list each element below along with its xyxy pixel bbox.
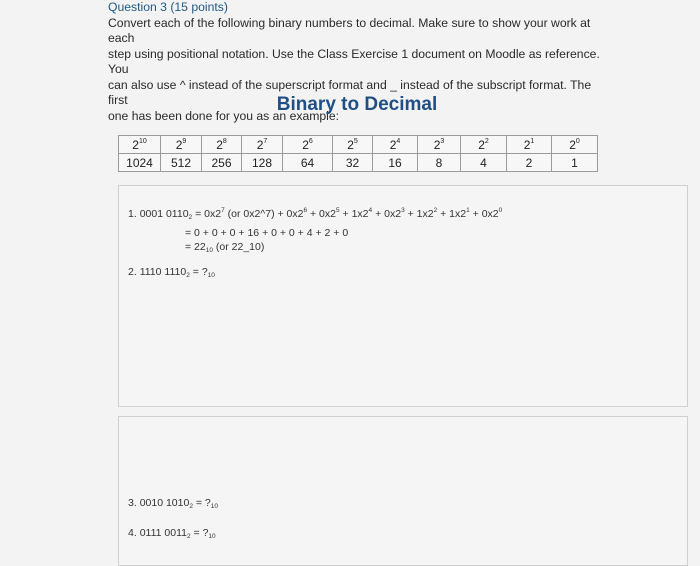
table-cell-value: 128	[242, 154, 283, 172]
table-cell-exp: $2^{10}$	[119, 136, 161, 154]
table-cell-exp: $2^2$	[461, 136, 507, 154]
table-cell-value: 64	[283, 154, 333, 172]
table-row-values	[119, 154, 598, 172]
table-cell-value: 1024	[119, 154, 161, 172]
table-cell-exp: $2^6$	[283, 136, 333, 154]
example-eq-3: = $22_{10}$ (or 22_10)	[185, 241, 265, 254]
table-cell-exp: $2^8$	[202, 136, 242, 154]
table-cell-value: 1	[552, 154, 598, 172]
table-cell-exp: $2^3$	[418, 136, 461, 154]
table-row-exponents	[119, 136, 598, 154]
table-cell-value: 16	[373, 154, 418, 172]
table-cell-exp: $2^5$	[333, 136, 373, 154]
table-cell-value: 32	[333, 154, 373, 172]
example-eq-1: 1. 0001 $0110_2 = 0x2^7$ (or 0x2^7) + $0x2^6 + 0x2^5 + 1x2^4 + 0x2^3 + 1x2^2 + 1x2^1 + 0x2^0$	[128, 207, 503, 221]
example-solution	[128, 204, 502, 259]
answer-box-2[interactable]	[118, 416, 688, 566]
example-eq-2: = 0 + 0 + 0 + 16 + 0 + 0 + 4 + 2 + 0	[185, 226, 349, 239]
problem-3: 3. 0010 $1010_2$ = $?_{10}$	[128, 497, 218, 510]
table-cell-exp: $2^9$	[161, 136, 202, 154]
problem-4: 4. 0111 $0011_2$ = $?_{10}$	[128, 527, 216, 540]
question-line-4: one has been done for you as an example:	[108, 108, 340, 123]
table-cell-exp: $2^1$	[507, 136, 552, 154]
question-line-3: can also use ^ instead of the superscript format and _ instead of the subscript format. The first	[108, 77, 592, 107]
problem-2: 2. 1110 $1110_2$ = $?_{10}$	[128, 266, 215, 279]
table-cell-value: 256	[202, 154, 242, 172]
table-cell-value: 8	[418, 154, 461, 172]
table-cell-value: 2	[507, 154, 552, 172]
table-cell-exp: $2^7$	[242, 136, 283, 154]
table-cell-value: 512	[161, 154, 202, 172]
question-line-2: step using positional notation. Use the Class Exercise 1 document on Moodle as reference. You	[108, 46, 600, 76]
place-value-table	[118, 135, 598, 172]
table-cell-exp: $2^4$	[373, 136, 418, 154]
table-cell-exp: $2^0$	[552, 136, 598, 154]
question-line-1: Convert each of the following binary numbers to decimal. Make sure to show your work at each	[108, 15, 591, 45]
section-title: Binary to Decimal	[276, 94, 438, 115]
question-title: Question 3 (15 points)	[108, 0, 228, 14]
table-cell-value: 4	[461, 154, 507, 172]
